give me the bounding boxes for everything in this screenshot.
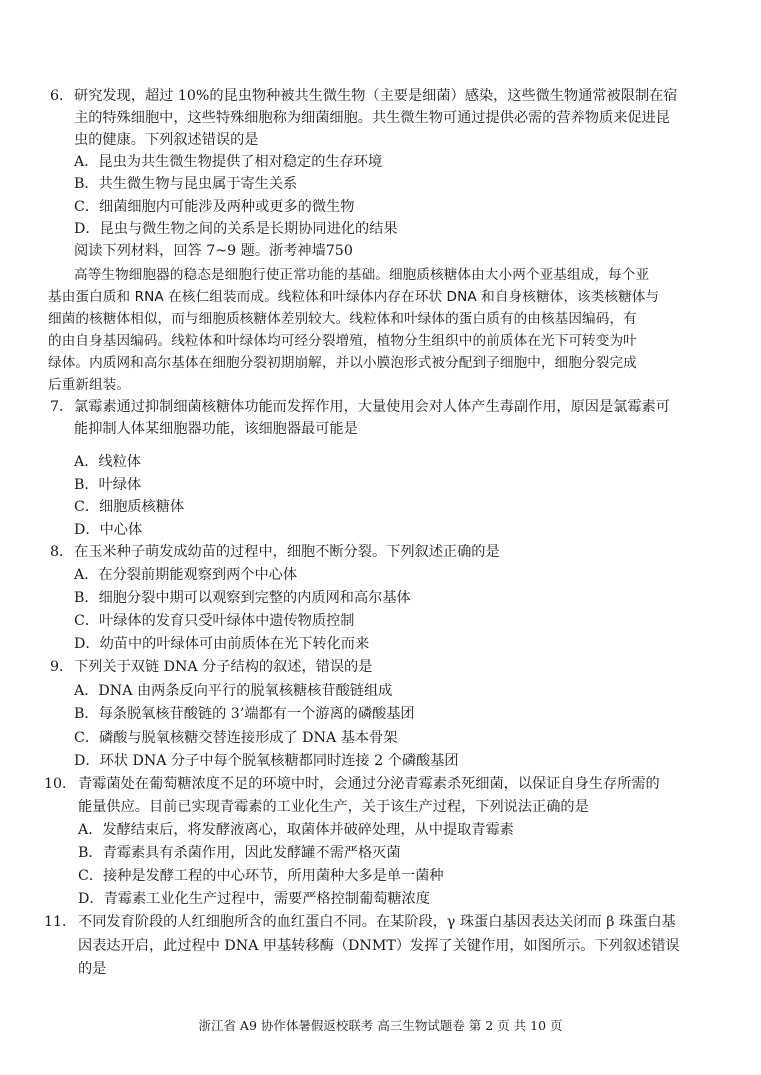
question-number: 9． [50, 659, 74, 675]
question-stem-line: 因表达开启，此过程中 DNA 甲基转移酶（DNMT）发挥了关键作用，如图所示。下列叙述错误 [78, 938, 680, 954]
material-line: 基由蛋白质和 RNA 在核仁组装而成。线粒体和叶绿体内存在环状 DNA 和自身核糖体，该类核糖体与 [48, 289, 660, 305]
option-a: A．DNA 由两条反向平行的脱氧核糖核苷酸链组成 [74, 683, 393, 699]
option-a: A．昆虫为共生微生物提供了相对稳定的生存环境 [74, 154, 383, 170]
option-a: A．在分裂前期能观察到两个中心体 [74, 567, 298, 583]
question-stem-line: 能抑制人体某细胞器功能，该细胞器最可能是 [74, 421, 358, 437]
option-c: C．叶绿体的发育只受叶绿体中遗传物质控制 [74, 613, 355, 629]
question-stem-line: 青霉菌处在葡萄糖浓度不足的环境中时，会通过分泌青霉素杀死细菌，以保证自身生存所需的 [78, 776, 660, 792]
reading-prompt: 阅读下列材料，回答 7~9 题。浙考神墙750 [74, 243, 353, 259]
option-c: C．细菌细胞内可能涉及两种或更多的微生物 [74, 199, 355, 215]
question-stem-line: 的是 [78, 961, 107, 977]
question-stem-line: 氯霉素通过抑制细菌核糖体功能而发挥作用，大量使用会对人体产生毒副作用，原因是氯霉素可 [74, 399, 670, 415]
option-d: D．环状 DNA 分子中每个脱氧核糖都同时连接 2 个磷酸基团 [74, 753, 459, 769]
question-stem-line: 不同发育阶段的人红细胞所含的血红蛋白不同。在某阶段，γ 珠蛋白基因表达关闭而 β 珠蛋白基 [78, 914, 676, 930]
option-b: B．每条脱氧核苷酸链的 3’端都有一个游离的磷酸基团 [74, 706, 415, 722]
material-line: 细菌的核糖体相似，而与细胞质核糖体差别较大。线粒体和叶绿体的蛋白质有的由核基因编码，有 [48, 311, 637, 327]
option-b: B．叶绿体 [74, 477, 142, 493]
question-stem-line: 下列关于双链 DNA 分子结构的叙述，错误的是 [74, 659, 373, 675]
option-b: B．青霉素具有杀菌作用，因此发酵罐不需严格灭菌 [78, 845, 401, 861]
question-number: 6． [50, 88, 74, 104]
option-c: C．接种是发酵工程的中心环节，所用菌种大多是单一菌种 [78, 868, 444, 884]
page-footer: 浙江省 A9 协作体暑假返校联考 高三生物试题卷 第 2 页 共 10 页 [198, 1018, 563, 1033]
question-number: 10． [44, 776, 77, 792]
option-c: C．细胞质核糖体 [74, 499, 185, 515]
option-d: D．昆虫与微生物之间的关系是长期协同进化的结果 [74, 221, 398, 237]
question-stem-line: 虫的健康。下列叙述错误的是 [74, 132, 259, 148]
option-b: B．共生微生物与昆虫属于寄生关系 [74, 176, 298, 192]
question-number: 7． [50, 399, 74, 415]
option-d: D．青霉素工业化生产过程中，需要严格控制葡萄糖浓度 [78, 891, 430, 907]
question-stem-line: 主的特殊细胞中，这些特殊细胞称为细菌细胞。共生微生物可通过提供必需的营养物质来促进昆 [74, 110, 670, 126]
question-stem-line: 研究发现，超过 10%的昆虫物种被共生微生物（主要是细菌）感染，这些微生物通常被限制在宿 [74, 88, 678, 104]
question-stem-line: 在玉米种子萌发成幼苗的过程中，细胞不断分裂。下列叙述正确的是 [74, 544, 500, 560]
option-c: C．磷酸与脱氧核糖交替连接形成了 DNA 基本骨架 [74, 730, 398, 746]
material-line: 后重新组装。 [48, 377, 131, 393]
material-line: 高等生物细胞器的稳态是细胞行使正常功能的基础。细胞质核糖体由大小两个亚基组成，每个亚 [74, 267, 650, 283]
question-stem-line: 能量供应。目前已实现青霉素的工业化生产，关于该生产过程，下列说法正确的是 [78, 799, 589, 815]
question-number: 11． [44, 914, 77, 930]
question-number: 8． [50, 544, 74, 560]
material-line: 绿体。内质网和高尔基体在细胞分裂初期崩解，并以小膜泡形式被分配到子细胞中，细胞分裂完成 [48, 355, 637, 371]
option-d: D．中心体 [74, 522, 143, 538]
option-a: A．线粒体 [74, 454, 141, 470]
option-d: D．幼苗中的叶绿体可由前质体在光下转化而来 [74, 636, 370, 652]
material-line: 的由自身基因编码。线粒体和叶绿体均可经分裂增殖，植物分生组织中的前质体在光下可转变为叶 [48, 333, 637, 349]
option-a: A．发酵结束后，将发酵液离心，取菌体并破碎处理，从中提取青霉素 [78, 822, 514, 838]
option-b: B．细胞分裂中期可以观察到完整的内质网和高尔基体 [74, 590, 411, 606]
